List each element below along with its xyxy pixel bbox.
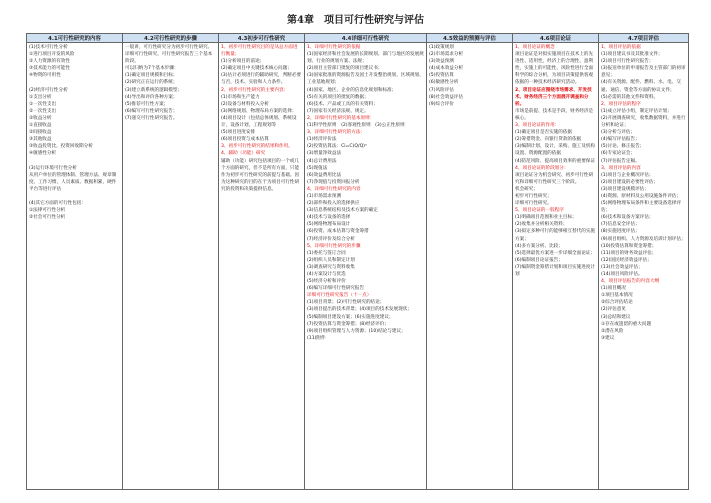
section-heading: 2、初步可行性研究的主要内容： — [221, 87, 289, 93]
cell-text: (1)国家经济和社会发展的长期规划、部门与地区的发展规划、行业的规划方案、法规； (2)项目主管部门批复的项目建议书； (3)国家批准的资源报告及国土开发整治规划、区域规划、工业基地规划； (4)国家、地区、企业的信息化规划和标准； (5)有关的项目的批复的数据； (6)技术、产品或工具的有关资料； (7)国家有关经济法规、规定。 — [307, 52, 424, 114]
cell-text: 项目论证是对拟实施项目在技术上的先进性、适用性，经济上的合理性、盈利性，实施上的可能性、风险性进行全面科学的综合分析，为项目决策提供客观依据的一种技术经济研究活动。 — [515, 52, 594, 86]
section-heading: 1、项目论证的概念 — [515, 45, 555, 50]
cell-text: (1)项目与企业概况评估； (2)项目建设的必要性评估； (3)项目建设规模评估； (4)资源、原材料及公用设施条件评估； (5)网络物理布局条件和主要设备选择评估； (6)技术和设备方案评估； (7)信息安全评估； (8)实施进度评估； (9)项目组织、人力资源及培训计划评估； (10)投资估算和资金筹措； (11)项目的财务效益评估； (12)国民经济效益评估； (13)社会效益评估； (14)项目风险评估。 — [601, 172, 686, 277]
header-row — [27, 34, 689, 43]
section-heading: 3、项目评估的内容 — [601, 165, 641, 171]
section-heading: 4、项目评估报告的内容大纲 — [601, 279, 660, 285]
summary-table — [26, 33, 689, 490]
page-title: 第4章 项目可行性研究与评估 — [287, 15, 424, 26]
column-header: 4.4详细可行性研究 — [305, 34, 427, 43]
cell-text: 辅助（功能）研究包括项目的一个或几个方面的研究，但不是所有方面，只能作为初步可行性研究的前提与基础。因为这种研究的目的在于为项目可行性研究的投资和决策提供信息。 — [221, 158, 300, 192]
cell-text: (1)成立评估小组，制定评估计划； (2)开展调查研究，收集数据资料，并进行分析和论证； (3)分析与评估； (4)编写评估报告； (5)讨论、修正报告； (6)专家论证会； (7)评估报告定稿。 — [601, 108, 686, 164]
section-heading: 4、详细可行性研究的内容 — [307, 186, 361, 192]
column-header: 4.5效益的预测与评估 — [427, 34, 513, 43]
feasibility-content-cell — [27, 43, 123, 490]
section-heading: 3、项目论证的作用： — [515, 123, 560, 129]
project-evaluation-cell — [599, 43, 689, 490]
cell-text: (1)明确项目范围和业主目标； (2)收集并分析相关资料； (3)拟定多种可行的能够相互替代的实施方案； (4)多方案分析、比较； (5)选择最优方案进一步详细全面论证； (6)编制项目论证报告； (7)编制资金筹措计划和项目实施进度计划 — [515, 215, 596, 277]
project-argument-cell — [513, 43, 599, 490]
section-heading: 详细可行性研究报告（十一点） — [307, 293, 372, 299]
cell-text: (1)技术可行性分析 ①进行项目开发的风险 ②人力资源的有效性 ③技术能力的可能性 ④物资的可用性 (2)经济可行性分析 ①支出分析 ①一次性支出 ②一次性支出 ②收益分析 ①直接收益 ②间接收益 ③其他收益 ③收益投资比，投资回收期分析 ④敏感性分析 (3)运行环境可行性分析 从用户单位的管理体制、管理方法、规章制度、工作习惯、人员素质、数据积累、硬件平台等进行评估 (4)其它方面的可行性包括： ①法律可行性分析 ②社会可行性分析 — [29, 45, 117, 221]
section-heading: 1、初步可行性研究目的是从总方面进行衡量； — [221, 45, 298, 58]
content-row — [27, 43, 689, 490]
column-header: 4.2可行性研究的步骤 — [123, 34, 219, 43]
cell-text: 项目论证分为机会研究、初步可行性研究和详细可行性研究三个阶段。 机会研究； 初步可行性研究； 详细可行性研究。 — [515, 172, 594, 207]
cell-text: 市场是前提、技术是手段、财务经济是核心。 — [515, 108, 594, 121]
benefit-forecast-cell — [427, 43, 513, 490]
section-heading: 4、辅助（功能）研究 — [221, 151, 266, 157]
cell-text: (1)委托与签订合同 (2)组织人员和制定计划 (3)调查研究与资料收集 (4)方案设计与优选 (5)经济分析和评价 (6)编写详细可行性研究报告 — [307, 250, 365, 292]
column-header: 4.3初步可行性研究 — [219, 34, 305, 43]
cell-text: (1)科学性原则 (2)客观性原则 (3)公正性原则 — [307, 123, 405, 129]
cell-text: (1)经济评价法 (2)投资估算法：Ci=C(Q/Q)ⁿ (3)增量净效益法 (4)总计费用法 (5)现值法 (6)效益费用比法 (7)净现值与投资回报分析 — [307, 137, 367, 185]
section-heading: 4、项目论证的阶段划分： — [515, 165, 569, 171]
section-heading: 5、详细可行性研究的步骤 — [307, 243, 361, 249]
cell-text: (1)项目背景；(2)可行性研究的结论； (3)项目提出的技术背景；(4)项目的技术发展现状； (5)编制项目建设方案；(6)实施进度建议； (7)投资估算与资金筹措；(8)经济评价； (9)项目组织管理与人力资源；(10)结论与建议； (11)附件 — [307, 300, 412, 341]
cell-text: (1)确定项目是否实施的依据 (2)筹措资金、向银行贷款的依据 (3)编制计划、设计、采购、施工及机构设置、资源配置的依据 (4)防范风险、提高项目效率的重要保证 — [515, 130, 596, 164]
column-header: 4.1可行性研究的内容 — [27, 34, 123, 43]
cell-text: (1)项目建议书及其批准文件； (2)项目可行性研究报告； (3)报送单位的申请报告及主管部门的初审意见； (4)有关资源、配件、燃料、水、电、交通、通信、资金等方面的协议文件； (5)必需的其他文件和资料。 — [601, 52, 686, 100]
section-heading: 2、项目论证应围绕市场需求、开发技术、财务经济三个方面展开调查和分析。 — [515, 87, 592, 107]
section-heading: 5、项目论证的一般程序 — [515, 208, 564, 214]
study-steps-cell — [123, 43, 219, 490]
preliminary-study-cell — [219, 43, 305, 490]
cell-text: (1)政策规划 (2)市场需求分析 (3)效益预测 (4)成本效益分析 (5)投资估算 (6)敏感性分析 (7)风险评估 (8)社会效益评估 (9)综合评价 — [429, 45, 464, 107]
column-header: 4.6项目论证 — [513, 34, 599, 43]
cell-text: (1)市场和生产能力 (2)设备与材料投入分析 (3)网络规划、物理布局方案的选择； (4)项目设计（包括总体规划、系统设计，设备计划，工程规划等 (5)项目进度安排 (6)项目投资与成本估算 — [221, 94, 297, 143]
column-header: 4.7项目评估 — [599, 34, 689, 43]
cell-text: 一般讲，可行性研究分为初步可行性研究、详细可行性研究、可行性研究报告三个基本阶段。 可以归纳为7个基本步骤： (1)确定项目规模和目标； (2)研究正在运行的系统； (3)建立新系统的逻辑模型； (4)导出和评价各种方案； (5)推荐可行性方案； (6)编写可行性研究报告； (7)递交可行性研究报告。 — [125, 45, 213, 121]
cell-text: (1)市场需求预测 (2)部件和投入的选择供应 (3)信息系统结构及技术方案的确定 (4)技术与设备的选择 (5)网络物理布局设计 (6)投资、成本估算与资金筹措 (7)经济评价及综合分析 — [307, 193, 378, 242]
section-heading: 3、详细可行性研究的方法： — [307, 130, 366, 136]
detailed-study-cell — [305, 43, 427, 490]
section-heading: 2、详细可行性研究的基本原则： — [307, 115, 375, 121]
cell-text: (1)分析项目的前途； (2)确定项目中关键技术核心问题； (3)估计必须进行的辅助研究，判断必要与否，技术、实验和人力条件。 — [221, 59, 302, 86]
cell-text: (1)项目概况 ①项目基本情况 ②综合评估结论 (2)评估意见 (3)总结和建议 ①存在或遗留的重大问题 ②潜在风险 ③建议 — [601, 286, 652, 341]
section-heading: 1、项目评估的依据 — [601, 45, 641, 50]
section-heading: 2、项目评估的程序 — [601, 101, 641, 107]
section-heading: 1、详细可行性研究的依据 — [307, 45, 361, 50]
section-heading: 3、初步可行性研究的结果和作用。 — [221, 144, 293, 150]
